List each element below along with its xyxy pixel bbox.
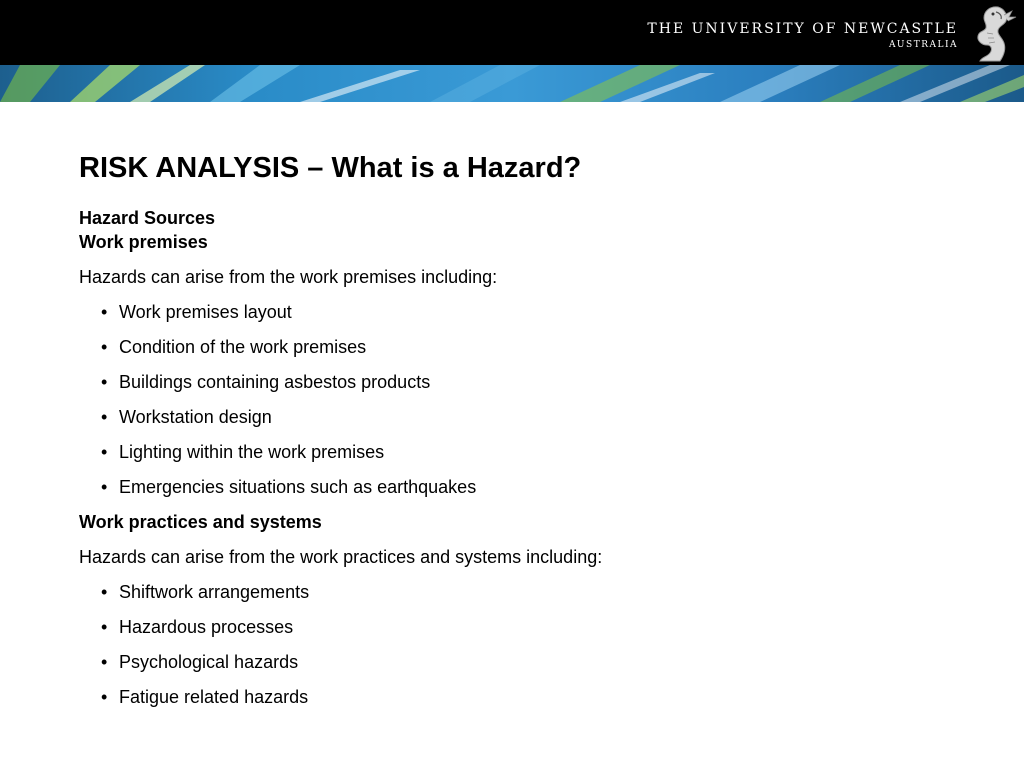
list-item [79,650,979,674]
bullet-icon: • [101,442,108,462]
header-bar [0,0,1024,65]
bullet-icon: • [101,652,108,672]
list-item-text: Condition of the work premises [119,337,367,357]
header-banner [0,65,1024,102]
list-item-text: Hazardous processes [119,617,294,637]
list-item-text: Workstation design [119,407,272,427]
list-item-text: Fatigue related hazards [119,687,309,707]
list-item [79,405,979,429]
bullet-icon: • [101,582,108,602]
list-item [79,475,979,499]
university-name-line2: AUSTRALIA [888,40,958,50]
list-item-text: Shiftwork arrangements [119,582,310,602]
list-item-text: Lighting within the work premises [119,442,385,462]
bullet-icon: • [101,372,108,392]
bullet-icon: • [101,687,108,707]
bullet-icon: • [101,302,108,322]
slide-title: RISK ANALYSIS – What is a Hazard? [79,152,582,184]
seahorse-crest-icon [960,3,1022,65]
bullet-icon: • [101,617,108,637]
bullet-icon: • [101,407,108,427]
list-item [79,580,979,604]
list-item [79,370,979,394]
list-item [79,615,979,639]
university-name [647,20,958,52]
list-item [79,300,979,324]
intro-work-practices: Hazards can arise from the work practices and systems including: [79,547,603,567]
bullet-list-work-premises [79,300,979,499]
subheading-work-practices: Work practices and systems [79,512,322,532]
bullet-icon: • [101,337,108,357]
subheading-work-premises: Work premises [79,232,208,252]
list-item [79,685,979,709]
list-item [79,440,979,464]
subheading-hazard-sources: Hazard Sources [79,208,216,228]
list-item-text: Emergencies situations such as earthquakes [119,477,477,497]
university-name-line1: THE UNIVERSITY OF NEWCASTLE [647,21,958,37]
list-item-text: Psychological hazards [119,652,299,672]
intro-work-premises: Hazards can arise from the work premises including: [79,267,498,287]
list-item-text: Buildings containing asbestos products [119,372,431,392]
bullet-icon: • [101,477,108,497]
list-item [79,335,979,359]
slide-content [79,146,979,709]
list-item-text: Work premises layout [119,302,292,322]
bullet-list-work-practices [79,580,979,709]
